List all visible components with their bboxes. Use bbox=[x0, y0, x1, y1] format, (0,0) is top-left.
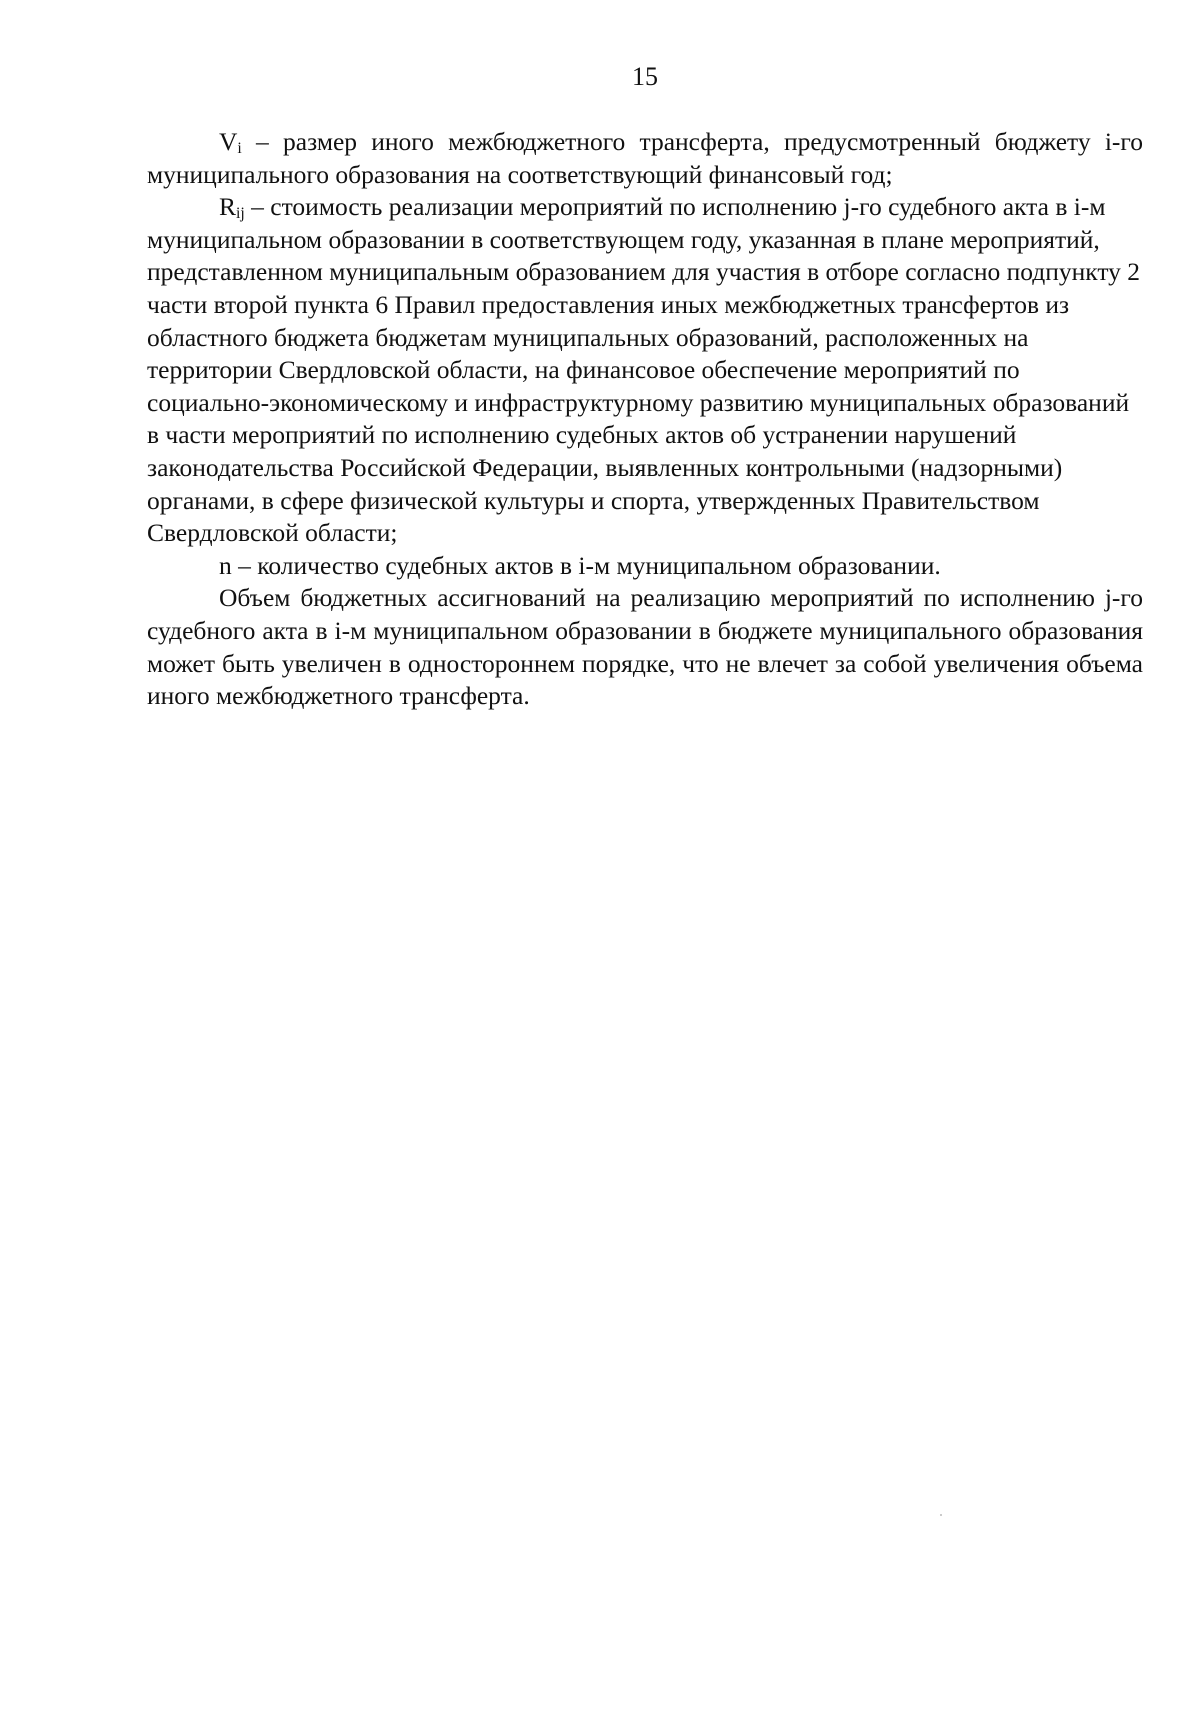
definition-text: – стоимость реализации мероприятий по исполнению j-го судебного акта в i-м муниципальном образовании в соответствующем году, указанная в плане мероприятий, представленном муниципальным образованием для участия в отборе согласно подпункту 2 части второй пункта 6 Правил предоставления иных межбюджетных трансфертов из областного бюджета бюджетам муниципальных образований, расположенных на территории Свердловской области, на финансовое обеспечение мероприятий по социально-экономическому и инфраструктурному развитию муниципальных образований в части мероприятий по исполнению судебных актов об устранении нарушений законодательства Российской Федерации, выявленных контрольными (надзорными) органами, в сфере физической культуры и спорта, утвержденных Правительством Свердловской области; bbox=[147, 192, 1141, 548]
variable-symbol: R bbox=[219, 192, 237, 222]
definition-n: n – количество судебных актов в i-м муниципальном образовании. bbox=[219, 550, 941, 580]
variable-symbol: V bbox=[219, 127, 238, 156]
page-number: 15 bbox=[632, 62, 658, 91]
body-paragraph: Объем бюджетных ассигнований на реализацию мероприятий по исполнению j-го судебного акта в i-м муниципальном образовании в бюджете муниципального образования может быть увеличен в одностороннем порядке, что не влечет за собой увеличения объема иного межбюджетного трансферта. bbox=[147, 583, 1143, 711]
document-body bbox=[147, 126, 1143, 713]
definition-r bbox=[147, 191, 1143, 550]
variable-subscript: i bbox=[237, 139, 242, 157]
definition-v bbox=[147, 126, 1143, 191]
variable-subscript: ij bbox=[236, 205, 245, 223]
definition-text: – размер иного межбюджетного трансферта, предусмотренный бюджету i-го муниципального образования на соответствующий финансовый год; bbox=[147, 127, 1143, 189]
scan-artifact bbox=[940, 1514, 942, 1516]
